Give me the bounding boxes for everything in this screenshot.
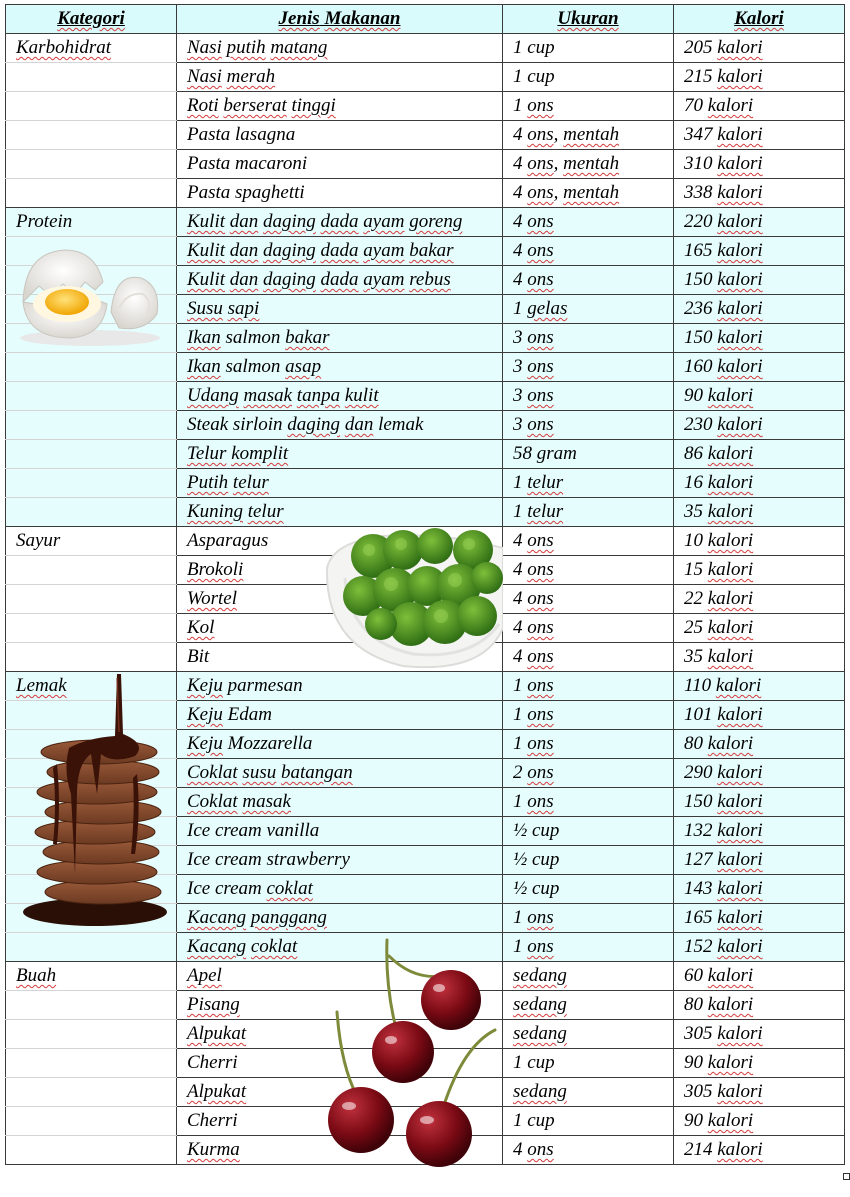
table-row xyxy=(6,469,845,498)
portion-size-cell: 1 cup xyxy=(503,1107,674,1136)
portion-size-cell: ½ cup xyxy=(503,875,674,904)
calorie-cell: 165 kalori xyxy=(674,904,845,933)
header-jenis-makanan: Jenis Makanan xyxy=(177,5,503,34)
food-name-cell: Udang masak tanpa kulit xyxy=(177,382,503,411)
category-cell: Protein xyxy=(6,208,177,237)
calorie-cell: 215 kalori xyxy=(674,63,845,92)
table-row xyxy=(6,643,845,672)
calorie-cell: 132 kalori xyxy=(674,817,845,846)
food-name-cell: Kurma xyxy=(177,1136,503,1165)
category-cell-empty xyxy=(6,1107,177,1136)
portion-size-cell: sedang xyxy=(503,962,674,991)
table-end-marker xyxy=(843,1173,850,1180)
table-row xyxy=(6,730,845,759)
calorie-cell: 236 kalori xyxy=(674,295,845,324)
food-name-cell: Telur komplit xyxy=(177,440,503,469)
calorie-cell: 143 kalori xyxy=(674,875,845,904)
food-name-cell: Nasi putih matang xyxy=(177,34,503,63)
table-row xyxy=(6,759,845,788)
portion-size-cell: 1 ons xyxy=(503,904,674,933)
food-name-cell: Pasta spaghetti xyxy=(177,179,503,208)
portion-size-cell: 4 ons xyxy=(503,527,674,556)
calorie-cell: 90 kalori xyxy=(674,382,845,411)
table-row xyxy=(6,585,845,614)
portion-size-cell: 4 ons, mentah xyxy=(503,150,674,179)
category-cell-empty xyxy=(6,324,177,353)
calorie-cell: 16 kalori xyxy=(674,469,845,498)
category-cell-empty xyxy=(6,295,177,324)
food-name-cell: Coklat masak xyxy=(177,788,503,817)
food-name-cell: Keju Mozzarella xyxy=(177,730,503,759)
category-cell-empty xyxy=(6,237,177,266)
food-name-cell: Cherri xyxy=(177,1107,503,1136)
portion-size-cell: 1 cup xyxy=(503,63,674,92)
table-row xyxy=(6,440,845,469)
table-row xyxy=(6,846,845,875)
category-cell-empty xyxy=(6,585,177,614)
table-row xyxy=(6,962,845,991)
calorie-cell: 10 kalori xyxy=(674,527,845,556)
table-row xyxy=(6,614,845,643)
calorie-cell: 165 kalori xyxy=(674,237,845,266)
portion-size-cell: 4 ons xyxy=(503,266,674,295)
food-name-cell: Kulit dan daging dada ayam goreng xyxy=(177,208,503,237)
calorie-cell: 150 kalori xyxy=(674,266,845,295)
table-row xyxy=(6,1020,845,1049)
food-name-cell: Kol xyxy=(177,614,503,643)
food-name-cell: Coklat susu batangan xyxy=(177,759,503,788)
category-cell-empty xyxy=(6,1136,177,1165)
category-cell-empty xyxy=(6,643,177,672)
table-row xyxy=(6,556,845,585)
category-cell-empty xyxy=(6,556,177,585)
calorie-cell: 305 kalori xyxy=(674,1078,845,1107)
document-page xyxy=(5,4,844,1165)
table-row xyxy=(6,904,845,933)
category-cell-empty xyxy=(6,498,177,527)
food-name-cell: Pasta macaroni xyxy=(177,150,503,179)
portion-size-cell: 1 ons xyxy=(503,92,674,121)
food-name-cell: Steak sirloin daging dan lemak xyxy=(177,411,503,440)
category-cell-empty xyxy=(6,701,177,730)
calorie-cell: 22 kalori xyxy=(674,585,845,614)
category-cell-empty xyxy=(6,614,177,643)
calorie-table xyxy=(5,4,845,1165)
calorie-cell: 338 kalori xyxy=(674,179,845,208)
table-row xyxy=(6,295,845,324)
calorie-cell: 150 kalori xyxy=(674,324,845,353)
food-name-cell: Roti berserat tinggi xyxy=(177,92,503,121)
portion-size-cell: 1 ons xyxy=(503,730,674,759)
portion-size-cell: 1 gelas xyxy=(503,295,674,324)
table-row xyxy=(6,266,845,295)
portion-size-cell: sedang xyxy=(503,991,674,1020)
calorie-cell: 80 kalori xyxy=(674,991,845,1020)
calorie-cell: 101 kalori xyxy=(674,701,845,730)
portion-size-cell: 4 ons xyxy=(503,237,674,266)
food-name-cell: Putih telur xyxy=(177,469,503,498)
category-cell-empty xyxy=(6,730,177,759)
calorie-cell: 25 kalori xyxy=(674,614,845,643)
table-row xyxy=(6,324,845,353)
category-cell-empty xyxy=(6,92,177,121)
header-kalori: Kalori xyxy=(674,5,845,34)
calorie-cell: 220 kalori xyxy=(674,208,845,237)
calorie-cell: 305 kalori xyxy=(674,1020,845,1049)
table-row xyxy=(6,933,845,962)
table-row xyxy=(6,1136,845,1165)
category-cell-empty xyxy=(6,904,177,933)
category-cell-empty xyxy=(6,353,177,382)
food-name-cell: Pasta lasagna xyxy=(177,121,503,150)
portion-size-cell: 4 ons xyxy=(503,614,674,643)
calorie-cell: 35 kalori xyxy=(674,643,845,672)
food-name-cell: Susu sapi xyxy=(177,295,503,324)
header-kategori: Kategori xyxy=(6,5,177,34)
portion-size-cell: 1 telur xyxy=(503,498,674,527)
portion-size-cell: 1 cup xyxy=(503,34,674,63)
table-body xyxy=(6,34,845,1165)
category-cell-empty xyxy=(6,875,177,904)
category-cell-empty xyxy=(6,933,177,962)
calorie-cell: 150 kalori xyxy=(674,788,845,817)
food-name-cell: Pisang xyxy=(177,991,503,1020)
portion-size-cell: ½ cup xyxy=(503,817,674,846)
food-name-cell: Ikan salmon bakar xyxy=(177,324,503,353)
table-row xyxy=(6,121,845,150)
food-name-cell: Nasi merah xyxy=(177,63,503,92)
food-name-cell: Kulit dan daging dada ayam bakar xyxy=(177,237,503,266)
category-cell: Karbohidrat xyxy=(6,34,177,63)
category-cell-empty xyxy=(6,1020,177,1049)
category-cell-empty xyxy=(6,1078,177,1107)
portion-size-cell: 1 ons xyxy=(503,933,674,962)
table-row xyxy=(6,353,845,382)
calorie-cell: 80 kalori xyxy=(674,730,845,759)
category-cell: Sayur xyxy=(6,527,177,556)
portion-size-cell: 4 ons xyxy=(503,1136,674,1165)
food-name-cell: Keju parmesan xyxy=(177,672,503,701)
table-row xyxy=(6,63,845,92)
table-row xyxy=(6,1078,845,1107)
category-cell-empty xyxy=(6,382,177,411)
category-cell: Lemak xyxy=(6,672,177,701)
table-row xyxy=(6,179,845,208)
calorie-cell: 127 kalori xyxy=(674,846,845,875)
table-row xyxy=(6,875,845,904)
calorie-cell: 347 kalori xyxy=(674,121,845,150)
portion-size-cell: 3 ons xyxy=(503,382,674,411)
portion-size-cell: 3 ons xyxy=(503,411,674,440)
portion-size-cell: ½ cup xyxy=(503,846,674,875)
portion-size-cell: 4 ons xyxy=(503,585,674,614)
table-row xyxy=(6,382,845,411)
table-row xyxy=(6,208,845,237)
category-cell-empty xyxy=(6,788,177,817)
calorie-cell: 70 kalori xyxy=(674,92,845,121)
food-name-cell: Keju Edam xyxy=(177,701,503,730)
portion-size-cell: sedang xyxy=(503,1078,674,1107)
table-header-row xyxy=(6,5,845,34)
table-row xyxy=(6,34,845,63)
portion-size-cell: 2 ons xyxy=(503,759,674,788)
portion-size-cell: sedang xyxy=(503,1020,674,1049)
portion-size-cell: 4 ons, mentah xyxy=(503,121,674,150)
calorie-cell: 60 kalori xyxy=(674,962,845,991)
category-cell-empty xyxy=(6,179,177,208)
calorie-cell: 35 kalori xyxy=(674,498,845,527)
calorie-cell: 152 kalori xyxy=(674,933,845,962)
table-row xyxy=(6,991,845,1020)
table-row xyxy=(6,1049,845,1078)
food-name-cell: Alpukat xyxy=(177,1078,503,1107)
food-name-cell: Cherri xyxy=(177,1049,503,1078)
table-row xyxy=(6,237,845,266)
portion-size-cell: 4 ons xyxy=(503,556,674,585)
calorie-cell: 214 kalori xyxy=(674,1136,845,1165)
portion-size-cell: 1 ons xyxy=(503,672,674,701)
portion-size-cell: 1 telur xyxy=(503,469,674,498)
portion-size-cell: 3 ons xyxy=(503,324,674,353)
food-name-cell: Alpukat xyxy=(177,1020,503,1049)
calorie-cell: 110 kalori xyxy=(674,672,845,701)
category-cell-empty xyxy=(6,817,177,846)
category-cell-empty xyxy=(6,440,177,469)
food-name-cell: Kuning telur xyxy=(177,498,503,527)
calorie-cell: 15 kalori xyxy=(674,556,845,585)
food-name-cell: Kulit dan daging dada ayam rebus xyxy=(177,266,503,295)
calorie-cell: 90 kalori xyxy=(674,1107,845,1136)
category-cell-empty xyxy=(6,121,177,150)
table-row xyxy=(6,672,845,701)
table-row xyxy=(6,788,845,817)
category-cell-empty xyxy=(6,846,177,875)
table-row xyxy=(6,92,845,121)
category-cell-empty xyxy=(6,63,177,92)
food-name-cell: Brokoli xyxy=(177,556,503,585)
portion-size-cell: 4 ons xyxy=(503,208,674,237)
food-name-cell: Ikan salmon asap xyxy=(177,353,503,382)
portion-size-cell: 58 gram xyxy=(503,440,674,469)
category-cell: Buah xyxy=(6,962,177,991)
table-row xyxy=(6,527,845,556)
portion-size-cell: 3 ons xyxy=(503,353,674,382)
category-cell-empty xyxy=(6,759,177,788)
portion-size-cell: 4 ons xyxy=(503,643,674,672)
portion-size-cell: 4 ons, mentah xyxy=(503,179,674,208)
calorie-cell: 160 kalori xyxy=(674,353,845,382)
calorie-cell: 86 kalori xyxy=(674,440,845,469)
food-name-cell: Apel xyxy=(177,962,503,991)
food-name-cell: Kacang panggang xyxy=(177,904,503,933)
food-name-cell: Ice cream strawberry xyxy=(177,846,503,875)
food-name-cell: Ice cream vanilla xyxy=(177,817,503,846)
category-cell-empty xyxy=(6,150,177,179)
portion-size-cell: 1 ons xyxy=(503,788,674,817)
food-name-cell: Asparagus xyxy=(177,527,503,556)
food-name-cell: Wortel xyxy=(177,585,503,614)
category-cell-empty xyxy=(6,266,177,295)
table-row xyxy=(6,150,845,179)
food-name-cell: Bit xyxy=(177,643,503,672)
header-ukuran: Ukuran xyxy=(503,5,674,34)
table-row xyxy=(6,817,845,846)
calorie-cell: 90 kalori xyxy=(674,1049,845,1078)
category-cell-empty xyxy=(6,469,177,498)
category-cell-empty xyxy=(6,991,177,1020)
table-row xyxy=(6,411,845,440)
food-name-cell: Kacang coklat xyxy=(177,933,503,962)
calorie-cell: 205 kalori xyxy=(674,34,845,63)
calorie-cell: 310 kalori xyxy=(674,150,845,179)
food-name-cell: Ice cream coklat xyxy=(177,875,503,904)
table-row xyxy=(6,1107,845,1136)
calorie-cell: 290 kalori xyxy=(674,759,845,788)
portion-size-cell: 1 cup xyxy=(503,1049,674,1078)
table-row xyxy=(6,701,845,730)
calorie-cell: 230 kalori xyxy=(674,411,845,440)
category-cell-empty xyxy=(6,411,177,440)
category-cell-empty xyxy=(6,1049,177,1078)
portion-size-cell: 1 ons xyxy=(503,701,674,730)
table-row xyxy=(6,498,845,527)
